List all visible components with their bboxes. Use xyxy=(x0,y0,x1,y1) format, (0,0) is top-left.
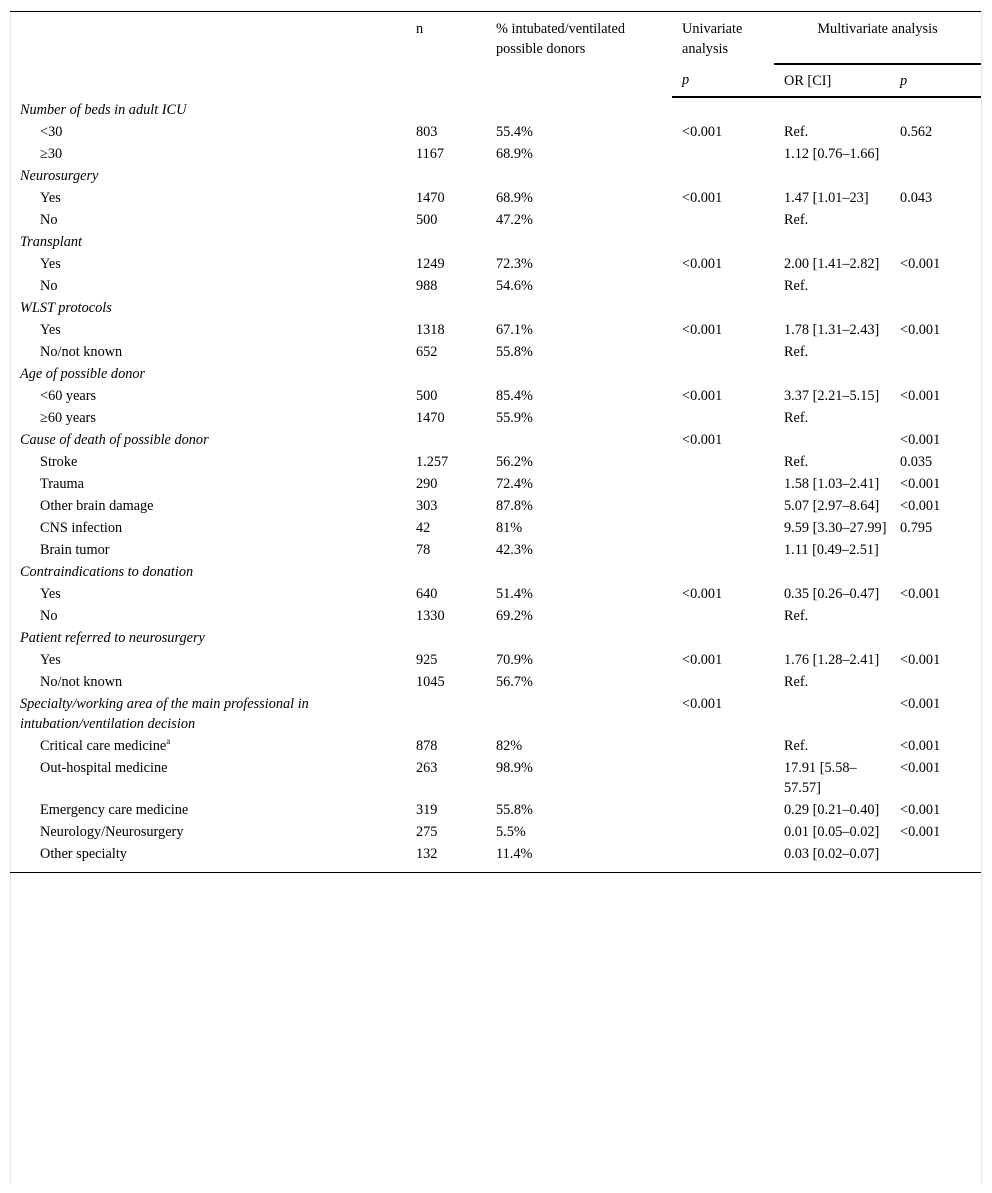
cell-p-multivariate xyxy=(890,605,981,627)
category-row xyxy=(10,231,981,253)
table-body xyxy=(10,97,981,873)
label-text: Other specialty xyxy=(40,846,127,862)
label-text: No xyxy=(40,212,58,228)
label-text: Yes xyxy=(40,322,61,338)
cell-or-ci: 0.01 [0.05–0.02] xyxy=(784,824,880,840)
cell-or-ci: 17.91 [5.58–57.57] xyxy=(784,760,857,796)
cell-pct: 51.4% xyxy=(496,586,533,602)
cell-p-multivariate xyxy=(890,363,981,385)
cell-p-multivariate xyxy=(890,843,981,873)
cell-p-multivariate: <0.001 xyxy=(900,322,941,338)
category-row xyxy=(10,561,981,583)
cell-n: 1167 xyxy=(416,146,445,162)
cell-p-univariate: <0.001 xyxy=(682,124,723,140)
cell-n: 319 xyxy=(416,802,438,818)
row-label xyxy=(10,605,406,627)
label-text: Critical care medicine xyxy=(40,738,167,754)
label-text: Yes xyxy=(40,190,61,206)
cell-n: 132 xyxy=(406,843,486,873)
cell-n: 263 xyxy=(416,760,438,776)
cell-p-univariate xyxy=(672,821,774,843)
cell-pct: 87.8% xyxy=(496,498,533,514)
cell-n: 640 xyxy=(416,586,438,602)
cell-p-univariate xyxy=(672,517,774,539)
cell-p-multivariate xyxy=(890,627,981,649)
cell-n: 652 xyxy=(416,344,438,360)
cell-or-ci xyxy=(774,627,890,649)
cell-p-univariate xyxy=(672,209,774,231)
category-label xyxy=(10,97,406,121)
cell-pct: 72.4% xyxy=(496,476,533,492)
cell-pct xyxy=(486,693,672,735)
cell-n: 303 xyxy=(416,498,438,514)
label-text: Stroke xyxy=(40,454,78,470)
label-text: No/not known xyxy=(40,344,123,360)
cell-p-multivariate xyxy=(890,539,981,561)
cell-p-multivariate: 0.562 xyxy=(900,124,933,140)
cell-n: 1.257 xyxy=(416,454,449,470)
cell-p-univariate xyxy=(672,165,774,187)
cell-p-univariate xyxy=(672,757,774,799)
cell-n xyxy=(406,165,486,187)
cell-pct: 55.8% xyxy=(496,344,533,360)
label-text: Contraindications to donation xyxy=(20,564,194,580)
cell-n xyxy=(406,561,486,583)
cell-p-univariate xyxy=(672,363,774,385)
cell-p-univariate xyxy=(672,341,774,363)
table-row xyxy=(10,187,981,209)
cell-p-univariate xyxy=(672,671,774,693)
label-text: <60 years xyxy=(40,388,97,404)
label-text: Neurology/Neurosurgery xyxy=(40,824,184,840)
label-text: No xyxy=(40,608,58,624)
cell-n: 925 xyxy=(416,652,438,668)
cell-or-ci: Ref. xyxy=(784,454,809,470)
cell-p-univariate xyxy=(672,97,774,121)
cell-pct xyxy=(486,165,672,187)
label-text: <30 xyxy=(40,124,63,140)
table-row xyxy=(10,275,981,297)
cell-p-multivariate: 0.035 xyxy=(900,454,933,470)
cell-pct: 55.9% xyxy=(496,410,533,426)
row-label xyxy=(10,275,406,297)
cell-p-univariate xyxy=(672,539,774,561)
table-row xyxy=(10,143,981,165)
category-label xyxy=(10,165,406,187)
cell-p-univariate xyxy=(672,407,774,429)
label-text: Brain tumor xyxy=(40,542,110,558)
cell-p-univariate: <0.001 xyxy=(682,256,723,272)
table-row xyxy=(10,605,981,627)
cell-or-ci xyxy=(774,165,890,187)
cell-or-ci: 1.47 [1.01–23] xyxy=(784,190,869,206)
cell-p-multivariate: <0.001 xyxy=(900,388,941,404)
cell-pct: 54.6% xyxy=(496,278,533,294)
cell-or-ci xyxy=(774,693,890,735)
cell-p-univariate: <0.001 xyxy=(682,586,723,602)
cell-p-multivariate: <0.001 xyxy=(900,498,941,514)
cell-p-univariate xyxy=(672,605,774,627)
cell-pct: 56.7% xyxy=(496,674,533,690)
row-label xyxy=(10,821,406,843)
cell-p-multivariate xyxy=(890,97,981,121)
cell-p-multivariate xyxy=(890,407,981,429)
cell-p-univariate xyxy=(672,297,774,319)
row-label xyxy=(10,843,406,873)
cell-n: 78 xyxy=(416,542,431,558)
header-blank xyxy=(10,12,406,98)
cell-n: 1318 xyxy=(416,322,445,338)
table-row xyxy=(10,451,981,473)
row-label xyxy=(10,341,406,363)
cell-n: 988 xyxy=(416,278,438,294)
cell-n xyxy=(406,231,486,253)
label-text: WLST protocols xyxy=(20,300,112,316)
cell-or-ci: 1.11 [0.49–2.51] xyxy=(784,542,879,558)
row-label xyxy=(10,473,406,495)
table-row xyxy=(10,253,981,275)
label-text: ≥30 xyxy=(40,146,63,162)
header-n: n xyxy=(406,12,486,98)
header-multivariate: Multivariate analysis xyxy=(774,12,981,65)
row-label xyxy=(10,583,406,605)
table-header xyxy=(10,12,981,98)
cell-p-univariate xyxy=(672,495,774,517)
cell-p-multivariate: <0.001 xyxy=(900,802,941,818)
row-label xyxy=(10,121,406,143)
cell-p-univariate: <0.001 xyxy=(682,432,723,448)
cell-or-ci: Ref. xyxy=(784,344,809,360)
cell-p-univariate xyxy=(672,275,774,297)
table-row xyxy=(10,341,981,363)
label-text: Yes xyxy=(40,256,61,272)
cell-pct: 81% xyxy=(496,520,523,536)
cell-pct: 5.5% xyxy=(496,824,526,840)
category-label xyxy=(10,627,406,649)
cell-pct: 68.9% xyxy=(496,146,533,162)
cell-n: 500 xyxy=(416,212,438,228)
table-row xyxy=(10,319,981,341)
cell-or-ci xyxy=(774,231,890,253)
cell-pct: 98.9% xyxy=(496,760,533,776)
cell-p-multivariate: <0.001 xyxy=(900,824,941,840)
cell-or-ci: 5.07 [2.97–8.64] xyxy=(784,498,880,514)
header-or-ci: OR [CI] xyxy=(774,64,890,97)
cell-p-multivariate: <0.001 xyxy=(900,256,941,272)
cell-or-ci xyxy=(774,297,890,319)
results-table xyxy=(10,11,981,873)
label-text: ≥60 years xyxy=(40,410,96,426)
cell-pct: 69.2% xyxy=(496,608,533,624)
label-text: Age of possible donor xyxy=(20,366,146,382)
table-row xyxy=(10,473,981,495)
table-row xyxy=(10,407,981,429)
row-label xyxy=(10,253,406,275)
cell-n xyxy=(406,693,486,735)
cell-p-multivariate xyxy=(890,561,981,583)
category-row xyxy=(10,165,981,187)
category-label xyxy=(10,693,406,735)
cell-p-multivariate: <0.001 xyxy=(900,586,941,602)
cell-or-ci: Ref. xyxy=(784,738,809,754)
cell-p-multivariate xyxy=(890,165,981,187)
category-label xyxy=(10,429,406,451)
cell-p-multivariate: <0.001 xyxy=(900,760,941,776)
cell-or-ci: Ref. xyxy=(784,410,809,426)
cell-p-univariate xyxy=(672,799,774,821)
cell-p-univariate xyxy=(672,143,774,165)
cell-n: 42 xyxy=(416,520,431,536)
label-text: Other brain damage xyxy=(40,498,154,514)
label-text: Transplant xyxy=(20,234,82,250)
cell-p-multivariate xyxy=(890,341,981,363)
table-row xyxy=(10,799,981,821)
cell-p-multivariate: <0.001 xyxy=(900,432,941,448)
row-label xyxy=(10,187,406,209)
cell-or-ci: 0.35 [0.26–0.47] xyxy=(784,586,880,602)
label-text: Patient referred to neurosurgery xyxy=(20,630,205,646)
category-label xyxy=(10,363,406,385)
cell-p-multivariate xyxy=(890,275,981,297)
cell-or-ci: 0.03 [0.02–0.07] xyxy=(774,843,890,873)
cell-n xyxy=(406,97,486,121)
table-row xyxy=(10,385,981,407)
label-text: Trauma xyxy=(40,476,84,492)
cell-pct: 56.2% xyxy=(496,454,533,470)
category-row xyxy=(10,363,981,385)
cell-p-univariate xyxy=(672,735,774,757)
table-row xyxy=(10,209,981,231)
cell-n xyxy=(406,429,486,451)
cell-p-univariate xyxy=(672,231,774,253)
row-label xyxy=(10,649,406,671)
table-row xyxy=(10,121,981,143)
label-text: Yes xyxy=(40,652,61,668)
row-label xyxy=(10,495,406,517)
cell-p-univariate xyxy=(672,627,774,649)
cell-or-ci: 1.58 [1.03–2.41] xyxy=(784,476,880,492)
cell-pct: 72.3% xyxy=(496,256,533,272)
row-label xyxy=(10,209,406,231)
cell-n: 290 xyxy=(416,476,438,492)
cell-p-univariate xyxy=(672,843,774,873)
cell-p-univariate: <0.001 xyxy=(682,190,723,206)
label-text: Emergency care medicine xyxy=(40,802,189,818)
cell-or-ci: Ref. xyxy=(784,212,809,228)
table-row xyxy=(10,583,981,605)
cell-or-ci: Ref. xyxy=(784,674,809,690)
cell-n: 803 xyxy=(416,124,438,140)
label-text: Specialty/working area of the main professional in intubation/ventilation decision xyxy=(20,696,309,732)
category-label xyxy=(10,231,406,253)
cell-pct: 11.4% xyxy=(486,843,672,873)
cell-p-multivariate: <0.001 xyxy=(900,652,941,668)
label-text: Cause of death of possible donor xyxy=(20,432,209,448)
cell-p-multivariate: 0.043 xyxy=(900,190,933,206)
cell-p-multivariate: <0.001 xyxy=(900,738,941,754)
cell-or-ci: Ref. xyxy=(784,278,809,294)
footnote-marker: a xyxy=(166,736,171,747)
cell-p-multivariate: 0.795 xyxy=(900,520,933,536)
table-row xyxy=(10,539,981,561)
header-pct: % intubated/ventilated possible donors xyxy=(486,12,672,98)
row-label xyxy=(10,735,406,757)
category-row xyxy=(10,429,981,451)
label-text: Neurosurgery xyxy=(20,168,99,184)
cell-p-multivariate xyxy=(890,671,981,693)
cell-p-univariate xyxy=(672,451,774,473)
cell-or-ci xyxy=(774,429,890,451)
category-row xyxy=(10,97,981,121)
cell-n: 1470 xyxy=(416,190,445,206)
cell-pct xyxy=(486,97,672,121)
cell-or-ci: 1.78 [1.31–2.43] xyxy=(784,322,880,338)
label-text: No xyxy=(40,278,58,294)
row-label xyxy=(10,407,406,429)
cell-n: 878 xyxy=(416,738,438,754)
category-label xyxy=(10,561,406,583)
cell-pct xyxy=(486,297,672,319)
label-text: CNS infection xyxy=(40,520,123,536)
row-label xyxy=(10,799,406,821)
table-row xyxy=(10,821,981,843)
cell-p-multivariate xyxy=(890,143,981,165)
cell-or-ci: Ref. xyxy=(784,124,809,140)
cell-p-univariate: <0.001 xyxy=(682,652,723,668)
cell-pct: 82% xyxy=(496,738,523,754)
cell-p-multivariate: <0.001 xyxy=(900,696,941,712)
table-row xyxy=(10,517,981,539)
row-label xyxy=(10,451,406,473)
cell-p-multivariate xyxy=(890,231,981,253)
table-row xyxy=(10,757,981,799)
cell-pct xyxy=(486,561,672,583)
cell-or-ci: 1.12 [0.76–1.66] xyxy=(784,146,880,162)
row-label xyxy=(10,757,406,799)
row-label xyxy=(10,319,406,341)
cell-p-multivariate: <0.001 xyxy=(900,476,941,492)
header-p-univariate: p xyxy=(672,64,774,97)
cell-n: 1249 xyxy=(416,256,445,272)
cell-or-ci xyxy=(774,97,890,121)
label-text: No/not known xyxy=(40,674,123,690)
cell-or-ci: 9.59 [3.30–27.99] xyxy=(784,520,887,536)
row-label xyxy=(10,517,406,539)
label-text: Number of beds in adult ICU xyxy=(20,102,187,118)
cell-pct: 47.2% xyxy=(496,212,533,228)
cell-pct: 70.9% xyxy=(496,652,533,668)
header-univariate: Univariate analysis xyxy=(672,12,774,65)
category-label xyxy=(10,297,406,319)
cell-n xyxy=(406,297,486,319)
cell-or-ci: 2.00 [1.41–2.82] xyxy=(784,256,880,272)
cell-pct: 55.8% xyxy=(496,802,533,818)
cell-p-univariate: <0.001 xyxy=(682,388,723,404)
cell-p-univariate xyxy=(672,473,774,495)
cell-pct xyxy=(486,429,672,451)
cell-or-ci: 0.29 [0.21–0.40] xyxy=(784,802,880,818)
cell-n: 1470 xyxy=(416,410,445,426)
cell-or-ci xyxy=(774,363,890,385)
cell-pct: 85.4% xyxy=(496,388,533,404)
row-label xyxy=(10,143,406,165)
label-text: Out-hospital medicine xyxy=(40,760,168,776)
cell-n: 500 xyxy=(416,388,438,404)
cell-pct: 55.4% xyxy=(496,124,533,140)
cell-pct: 42.3% xyxy=(496,542,533,558)
row-label xyxy=(10,385,406,407)
table-row xyxy=(10,649,981,671)
label-text: Yes xyxy=(40,586,61,602)
cell-or-ci: 1.76 [1.28–2.41] xyxy=(784,652,880,668)
row-label xyxy=(10,671,406,693)
cell-pct xyxy=(486,363,672,385)
cell-p-multivariate xyxy=(890,297,981,319)
table-row xyxy=(10,671,981,693)
cell-n: 1330 xyxy=(416,608,445,624)
cell-pct: 68.9% xyxy=(496,190,533,206)
cell-p-univariate: <0.001 xyxy=(682,322,723,338)
cell-pct xyxy=(486,231,672,253)
table-row xyxy=(10,735,981,757)
cell-or-ci: 3.37 [2.21–5.15] xyxy=(784,388,880,404)
table-row xyxy=(10,843,981,873)
category-row xyxy=(10,297,981,319)
cell-n xyxy=(406,363,486,385)
cell-p-univariate: <0.001 xyxy=(682,696,723,712)
cell-n: 275 xyxy=(416,824,438,840)
cell-pct xyxy=(486,627,672,649)
header-p-multivariate: p xyxy=(890,64,981,97)
cell-or-ci xyxy=(774,561,890,583)
category-row xyxy=(10,693,981,735)
cell-p-multivariate xyxy=(890,209,981,231)
row-label xyxy=(10,539,406,561)
table-row xyxy=(10,495,981,517)
cell-or-ci: Ref. xyxy=(784,608,809,624)
cell-p-univariate xyxy=(672,561,774,583)
cell-n: 1045 xyxy=(416,674,445,690)
cell-pct: 67.1% xyxy=(496,322,533,338)
category-row xyxy=(10,627,981,649)
cell-n xyxy=(406,627,486,649)
